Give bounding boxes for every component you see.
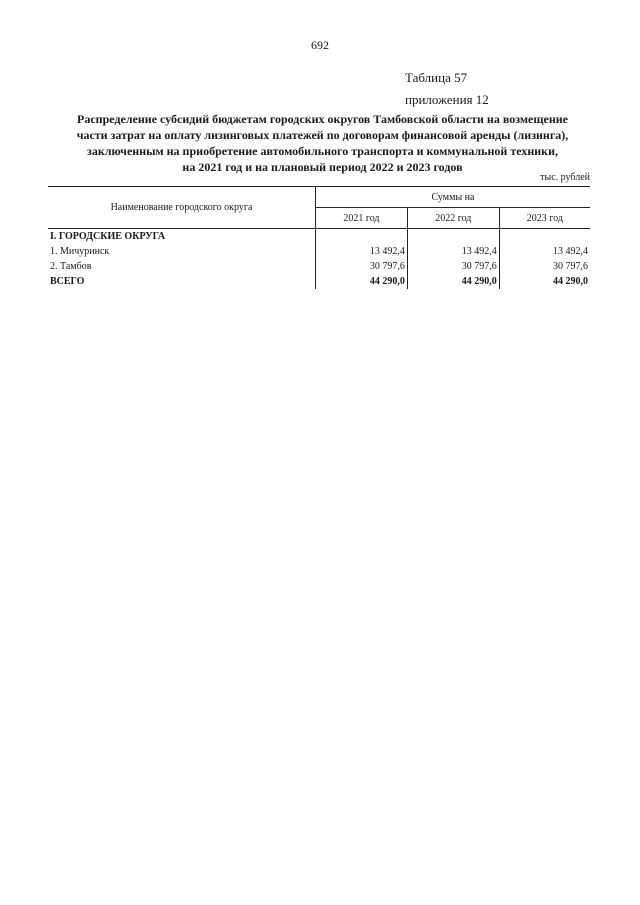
subsidy-table	[48, 186, 590, 289]
title-line: части затрат на оплату лизинговых платежей по договорам финансовой аренды (лизинга),	[76, 128, 569, 142]
row-value: 13 492,4	[316, 244, 408, 259]
column-header-name: Наименование городского округа	[48, 187, 316, 229]
units-label: тыс. рублей	[540, 172, 590, 183]
section-label: I. ГОРОДСКИЕ ОКРУГА	[48, 229, 316, 245]
section-row	[48, 229, 590, 245]
title-line: Распределение субсидий бюджетам городских округов Тамбовской области на возмещение	[77, 112, 568, 126]
row-name: 2. Тамбов	[48, 259, 316, 274]
total-value: 44 290,0	[407, 274, 499, 289]
column-header-amounts: Суммы на	[316, 187, 591, 208]
table-row	[48, 259, 590, 274]
column-header-year: 2022 год	[407, 208, 499, 229]
table-row	[48, 244, 590, 259]
row-value: 30 797,6	[316, 259, 408, 274]
total-value: 44 290,0	[553, 276, 588, 287]
total-label: ВСЕГО	[48, 274, 316, 289]
title-line: заключенным на приобретение автомобильного транспорта и коммунальной техники,	[87, 144, 558, 158]
row-value: 30 797,6	[407, 259, 499, 274]
column-header-year: 2023 год	[499, 208, 590, 229]
appendix-label: приложения 12	[405, 92, 489, 107]
document-title	[30, 111, 615, 175]
row-name: 1. Мичуринск	[48, 244, 316, 259]
page-number: 692	[311, 38, 329, 52]
row-value: 13 492,4	[553, 246, 588, 257]
title-line: на 2021 год и на плановый период 2022 и 2023 годов	[182, 160, 463, 174]
table-label: Таблица 57	[405, 70, 468, 85]
total-row	[48, 274, 590, 289]
row-value: 30 797,6	[553, 261, 588, 272]
column-header-year: 2021 год	[316, 208, 408, 229]
row-value: 13 492,4	[407, 244, 499, 259]
total-value: 44 290,0	[316, 274, 408, 289]
